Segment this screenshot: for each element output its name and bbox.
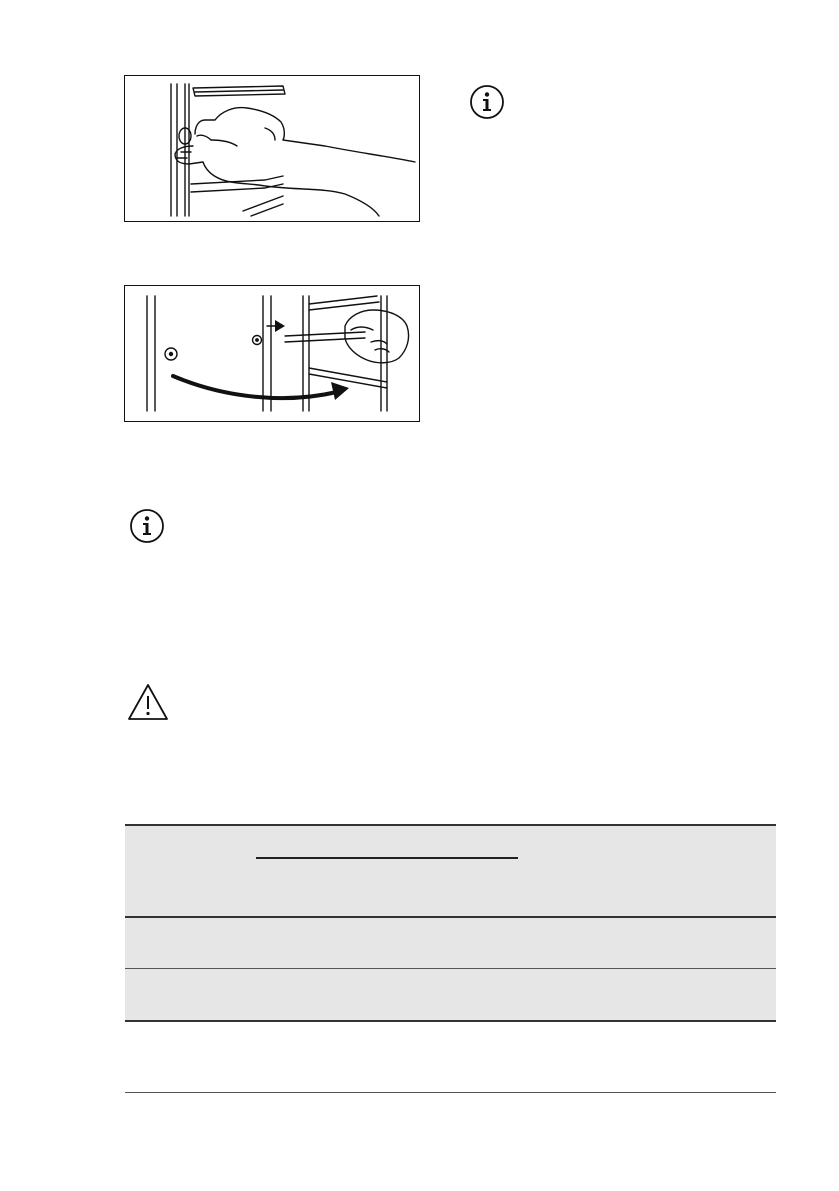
info-icon [129,508,165,544]
table-cell [125,1021,776,1093]
table-header-row [125,825,776,917]
table-row [125,1021,776,1093]
shelf-arrow-illustration [125,286,419,421]
info-icon [469,84,505,120]
figure-shelf-support-arrow [124,285,420,422]
spec-table [125,824,776,1093]
table-cell [125,917,776,969]
table-row [125,917,776,969]
header-underline [256,857,518,859]
hand-shelf-illustration [125,76,419,221]
table-cell [125,969,776,1022]
table-row [125,969,776,1022]
figure-hand-shelf-support [124,75,420,222]
table-header-cell [125,825,776,917]
warning-triangle-icon [126,682,170,722]
